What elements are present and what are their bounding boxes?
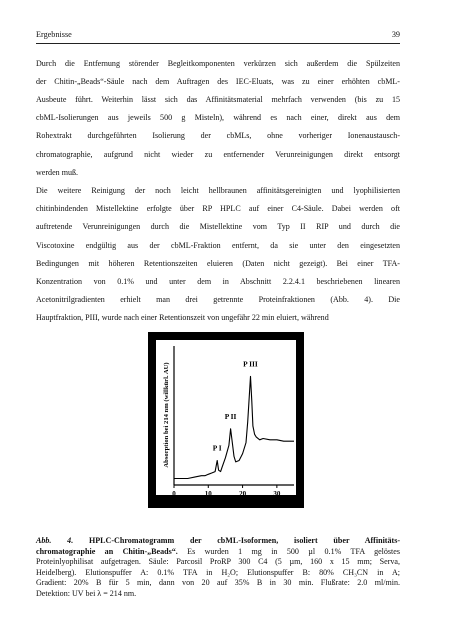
- caption-label: Abb. 4.: [36, 536, 74, 545]
- body-line: chromatographie, aufgrund nicht wieder zu entfernender Verunreinigungen direkt entsorgt: [36, 149, 400, 159]
- hplc-chromatogram-figure: [148, 332, 304, 508]
- peak-label: P II: [224, 411, 237, 421]
- page-header: [36, 30, 400, 44]
- body-line: auftretende Verunreinigungen durch die Mistellektine vom Typ II RIP und durch die: [36, 222, 400, 232]
- y-axis-label: Absorption bei 214 nm (willkürl. AU): [163, 362, 170, 468]
- chromatogram-trace: [174, 376, 294, 478]
- body-line: werden muß.: [36, 167, 79, 177]
- running-header: Ergebnisse: [36, 30, 72, 39]
- header-rule: [36, 43, 400, 44]
- caption-line: Heidelberg). Elutionspuffer A: 0.1% TFA in H₂O; Elutionspuffer B: 80% CH₃CN in A;: [36, 567, 400, 577]
- body-line: cbML-Isolierungen aus jeweils 500 g Misteln), während es nach einer, direkt aus dem: [36, 113, 400, 123]
- body-line: Ausbeute führt. Weiterhin lässt sich das Affinitätsmaterial mehrfach verwenden (bis zu 15: [36, 94, 400, 104]
- x-axis-label: Zeit (min): [224, 499, 256, 507]
- body-line: Rohextrakt durchgeführten Isolierung der cbMLs, ohne vorheriger Ionenaustausch-: [36, 131, 400, 141]
- x-tick-label: 10: [204, 490, 212, 498]
- caption-line: Detektion: UV bei λ = 214 nm.: [36, 589, 137, 598]
- chromatogram-chart: [148, 332, 304, 508]
- caption-line: Proteinlyophilisat aufgetragen. Säule: Parcosil ProRP 300 C4 (5 µm, 160 x 15 mm; Serva,: [36, 557, 400, 567]
- body-line: Bedingungen mit höheren Retentionszeiten eluieren (Daten nicht gezeigt). Bei einer TFA-: [36, 258, 400, 268]
- caption-title-part1: HPLC-Chromatogramm der cbML-Isoformen, isoliert über Affinitäts-: [73, 536, 400, 545]
- peak-label: P I: [212, 443, 222, 453]
- caption-line: [36, 536, 400, 547]
- peak-label: P III: [243, 359, 258, 369]
- caption-text: Es wurden 1 mg in 500 µl 0.1% TFA gelöstes: [177, 546, 401, 556]
- caption-line: [36, 547, 400, 558]
- body-line: Acetonitrilgradienten erhielt man drei getrennte Proteinfraktionen (Abb. 4). Die: [36, 295, 400, 305]
- body-line: Konzentration von 0.1% und unter dem in Abschnitt 2.2.4.1 beschriebenen linearen: [36, 276, 400, 286]
- x-tick-label: 0: [172, 490, 176, 498]
- caption-title-part2: chromatographie an Chitin-„Beads“.: [36, 546, 178, 556]
- x-tick-label: 30: [273, 490, 281, 498]
- body-line: Hauptfraktion, PIII, wurde nach einer Retentionszeit von ungefähr 22 min eluiert, während: [36, 313, 329, 323]
- caption-line: Gradient: 20% B für 5 min, dann von 20 auf 35% B in 30 min. Flußrate: 2.0 ml/min.: [36, 578, 400, 588]
- body-line: Die weitere Reinigung der noch leicht hellbraunen affinitätsgereinigten und lyophilisierten: [36, 185, 400, 195]
- body-line: Viscotoxine endgültig aus der cbML-Fraktion entfernt, da sie unter den eingesetzten: [36, 240, 400, 250]
- body-line: der Chitin-„Beads“-Säule nach dem Auftragen des IEC-Eluats, was zu einer erhöhten cbML-: [36, 76, 400, 86]
- page-number: 39: [391, 30, 400, 39]
- body-line: chitinbindenden Mistellektine erfolgte über RP HPLC auf einer C4-Säule. Dabei werden oft: [36, 204, 400, 214]
- x-tick-label: 20: [239, 490, 247, 498]
- body-line: Durch die Entfernung störender Begleitkomponenten verkürzen sich außerdem die Spülzeiten: [36, 58, 400, 68]
